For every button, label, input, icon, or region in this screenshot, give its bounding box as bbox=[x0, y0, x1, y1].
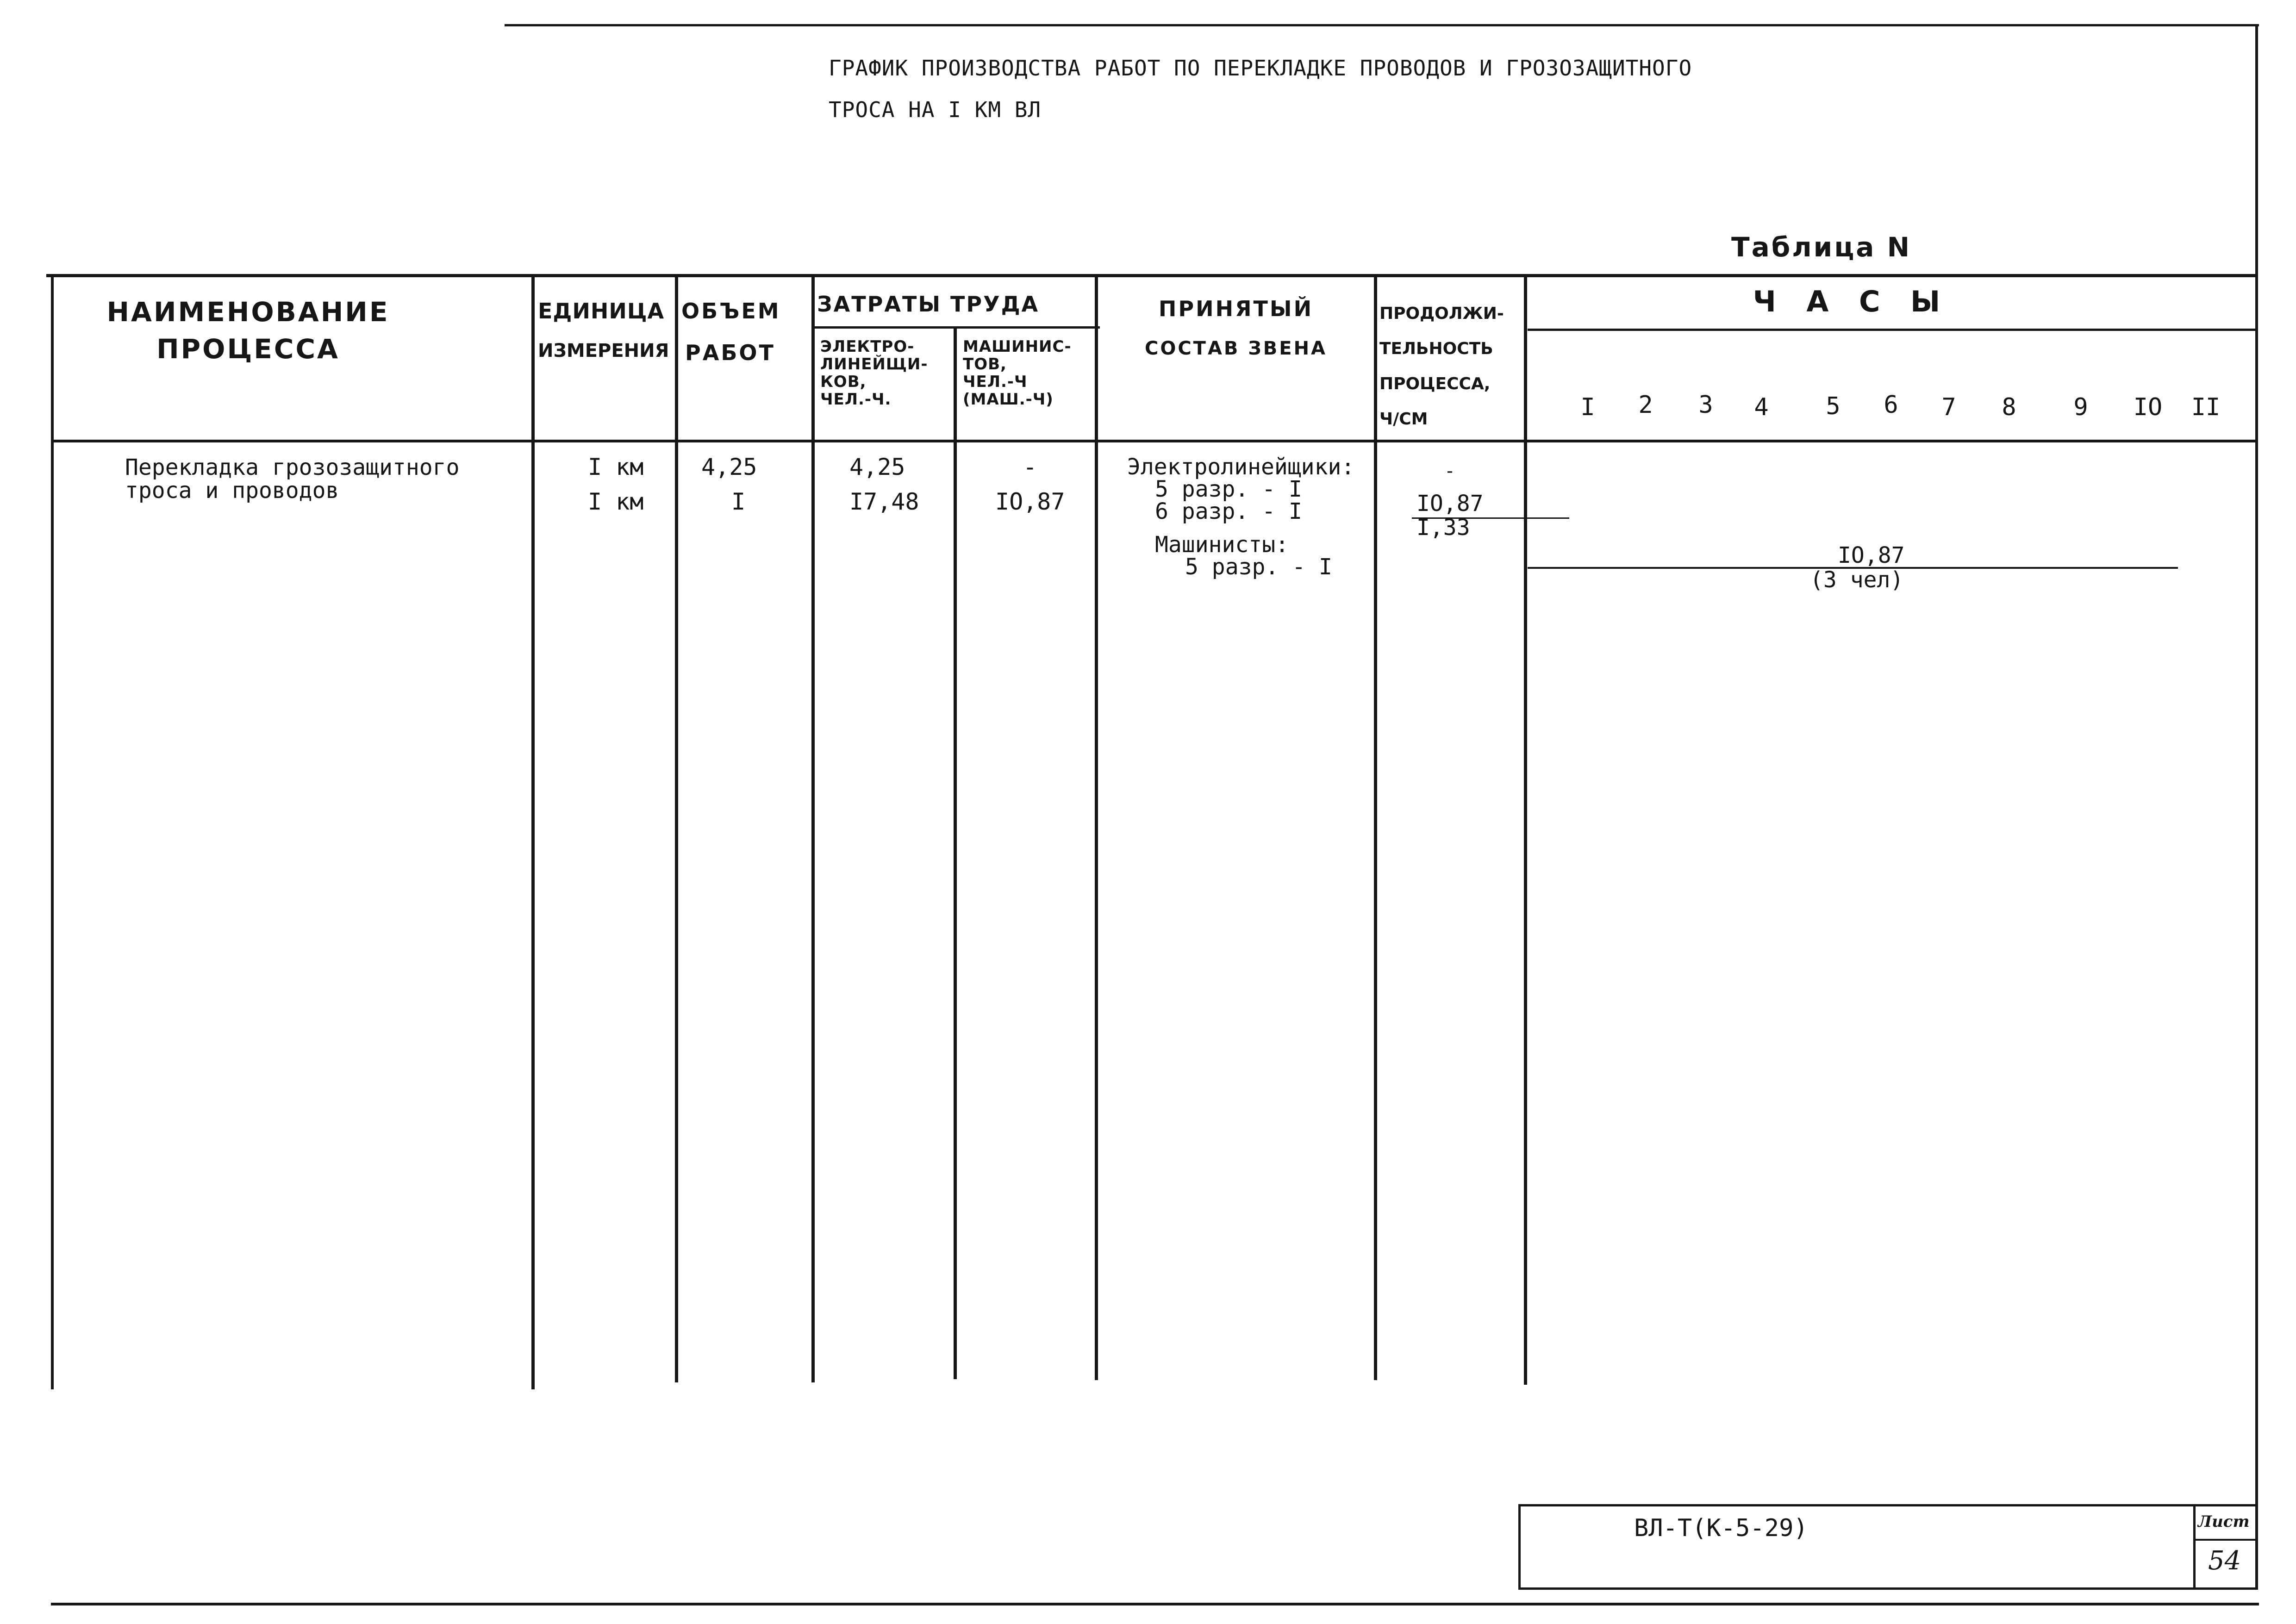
header-duration: ПРОДОЛЖИ- ТЕЛЬНОСТЬ ПРОЦЕССА, Ч/СМ bbox=[1379, 304, 1504, 429]
header-labor: ЗАТРАТЫ ТРУДА bbox=[817, 292, 1040, 317]
hour-tick-11: II bbox=[2191, 393, 2221, 421]
duration-denominator: I,33 bbox=[1416, 515, 1470, 541]
labor-split-line bbox=[814, 326, 1100, 329]
process-name: Перекладка грозозащитного троса и проводов bbox=[125, 454, 460, 504]
unit-value-2: I км bbox=[588, 488, 644, 515]
header-crew-line2: СОСТАВ ЗВЕНА bbox=[1144, 338, 1328, 359]
hour-tick-7: 7 bbox=[1941, 393, 1956, 421]
electricians-value-2: I7,48 bbox=[849, 488, 919, 515]
col-divider-volume bbox=[675, 274, 678, 1382]
gantt-bar-note: (3 чел) bbox=[1810, 567, 1904, 593]
stamp-sheet-divider bbox=[2193, 1504, 2196, 1590]
gantt-bar-value: IO,87 bbox=[1838, 542, 1905, 568]
header-crew-line1: ПРИНЯТЫЙ bbox=[1158, 296, 1314, 321]
col-divider-labor bbox=[811, 274, 815, 1382]
hour-tick-10: IO bbox=[2133, 393, 2163, 421]
col-divider-crew bbox=[1095, 274, 1098, 1380]
document-title-line1: ГРАФИК ПРОИЗВОДСТВА РАБОТ ПО ПЕРЕКЛАДКЕ ПРОВОДОВ И ГРОЗОЗАЩИТНОГО bbox=[829, 56, 1692, 81]
header-name-line1: НАИМЕНОВАНИЕ bbox=[106, 296, 390, 328]
table-top-line bbox=[46, 274, 2255, 277]
stamp-bottom-line bbox=[1518, 1587, 2258, 1590]
frame-right-line bbox=[2255, 24, 2258, 1588]
hour-tick-5: 5 bbox=[1826, 392, 1841, 420]
stamp-top-line bbox=[1518, 1504, 2258, 1506]
col-divider-duration bbox=[1374, 274, 1377, 1380]
header-bottom-line bbox=[51, 440, 2255, 442]
hour-tick-2: 2 bbox=[1638, 391, 1653, 419]
table-label: Таблица N bbox=[1731, 231, 1912, 263]
stamp-left-line bbox=[1518, 1504, 1521, 1590]
hour-tick-4: 4 bbox=[1754, 393, 1769, 421]
hour-tick-1: I bbox=[1580, 393, 1595, 421]
col-divider-unit bbox=[531, 274, 535, 1389]
header-unit-line1: ЕДИНИЦА bbox=[538, 299, 665, 324]
stamp-sheet-label: Лист bbox=[2198, 1512, 2250, 1531]
hour-tick-3: 3 bbox=[1698, 391, 1713, 419]
col-divider-machinists bbox=[954, 326, 957, 1379]
machinists-value-2: IO,87 bbox=[995, 488, 1065, 515]
hour-tick-8: 8 bbox=[2002, 393, 2016, 421]
frame-bottom-line bbox=[51, 1603, 2259, 1605]
electricians-value-1: 4,25 bbox=[849, 454, 905, 480]
stamp-sheet-number: 54 bbox=[2208, 1546, 2241, 1576]
document-title-line2: ТРОСА НА I КМ ВЛ bbox=[829, 97, 1042, 122]
stamp-sheet-midline bbox=[2193, 1539, 2258, 1541]
volume-value-2: I bbox=[731, 488, 746, 515]
duration-dash: - bbox=[1444, 460, 1456, 482]
frame-top-line bbox=[505, 24, 2259, 26]
duration-numerator: IO,87 bbox=[1416, 491, 1484, 516]
col-divider-hours bbox=[1524, 274, 1527, 1385]
header-electricians: ЭЛЕКТРО- ЛИНЕЙЩИ- КОВ, ЧЕЛ.-Ч. bbox=[820, 337, 928, 409]
crew-composition: Электролинейщики: 5 разр. - I 6 разр. - I Машинисты: 5 разр. - I bbox=[1127, 454, 1355, 580]
table-left-line bbox=[51, 274, 54, 1389]
volume-value-1: 4,25 bbox=[701, 454, 757, 480]
header-volume-line2: РАБОТ bbox=[685, 340, 775, 365]
hour-tick-9: 9 bbox=[2073, 393, 2088, 421]
header-hours: Ч А С Ы bbox=[1753, 285, 1951, 318]
header-name-line2: ПРОЦЕССА bbox=[156, 333, 340, 365]
stamp-code: ВЛ-Т(К-5-29) bbox=[1634, 1514, 1808, 1542]
header-unit-line2: ИЗМЕРЕНИЯ bbox=[538, 340, 669, 361]
hours-split-line bbox=[1528, 329, 2255, 331]
unit-value-1: I км bbox=[588, 454, 644, 480]
header-machinists: МАШИНИС- ТОВ, ЧЕЛ.-Ч (МАШ.-Ч) bbox=[963, 337, 1072, 409]
hour-tick-6: 6 bbox=[1884, 391, 1898, 419]
machinists-value-1: - bbox=[1023, 454, 1037, 480]
header-volume-line1: ОБЪЕМ bbox=[681, 299, 781, 324]
